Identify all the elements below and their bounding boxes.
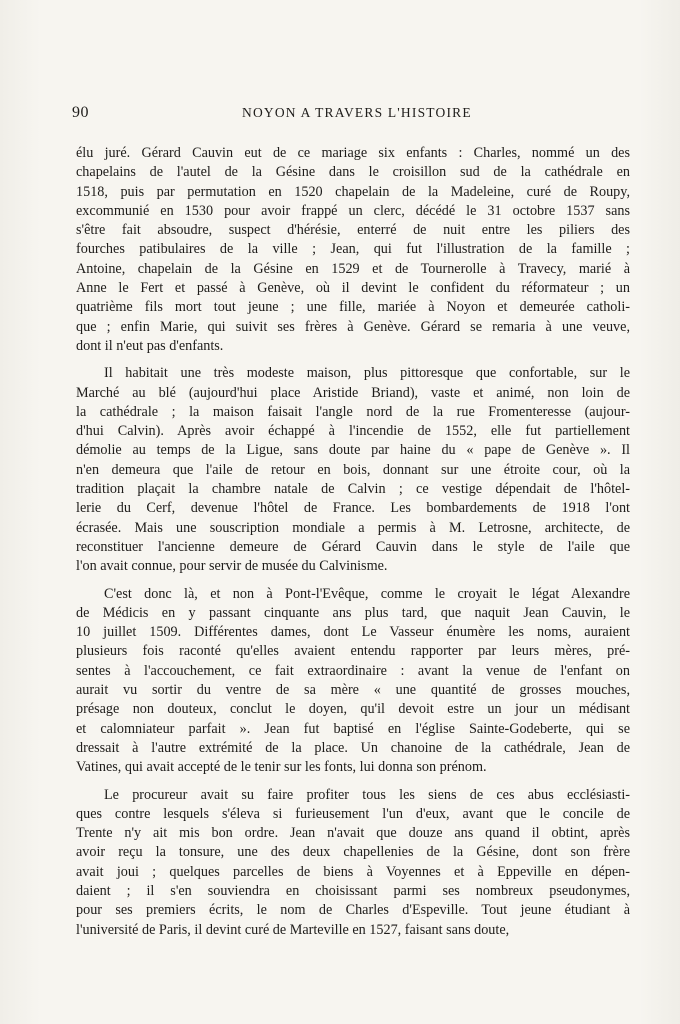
- text-line: d'hui Calvin). Après avoir échappé à l'incendie de 1552, elle fut partiellement: [76, 423, 630, 440]
- text-line: 10 juillet 1509. Différentes dames, dont Le Vasseur énumère les noms, auraient: [76, 624, 630, 641]
- text-line: avoir reçu la tonsure, une des deux chapellenies de la Gésine, dont son frère: [76, 844, 630, 861]
- text-line: Vatines, qui avait accepté de le tenir sur les fonts, lui donna son prénom.: [76, 759, 487, 776]
- text-line: ques contre lesquels s'éleva si furieusement l'un d'eux, avant que le concile de: [76, 805, 630, 822]
- text-line: que ; enfin Marie, qui suivit ses frères à Genève. Gérard se remaria à une veuve,: [76, 318, 630, 335]
- text-line: Marché au blé (aujourd'hui place Aristide Briand), vaste et animé, non loin de: [76, 384, 630, 401]
- text-line: daient ; il s'en souviendra en choisissant parmi ses nombreux pseudonymes,: [76, 882, 630, 899]
- text-line: Antoine, chapelain de la Gésine en 1529 et de Tournerolle à Travecy, marié à: [76, 260, 630, 277]
- text-line: dressait à l'autre extrémité de la place. Un chanoine de la cathédrale, Jean de: [76, 739, 630, 756]
- body-text: [76, 144, 630, 948]
- text-line: sentes à l'accouchement, ce fait extraordinaire : avant la venue de l'enfant on: [76, 662, 630, 679]
- text-line: Anne le Fert et passé à Genève, où il devint le confident du réformateur ; un: [76, 280, 630, 297]
- text-line: quatrième fils mort tout jeune ; une fille, mariée à Noyon et demeurée catholi-: [76, 299, 630, 316]
- text-line: excommunié en 1530 pour avoir frappé un clerc, décédé le 31 octobre 1537 sans: [76, 202, 630, 219]
- text-line: démolie au temps de la Ligue, sans doute par haine du « pape de Genève ». Il: [76, 442, 630, 459]
- page-number: 90: [72, 104, 89, 121]
- text-line: Le procureur avait su faire profiter tous les siens de ces abus ecclésiasti-: [104, 786, 630, 803]
- paragraph: [76, 786, 630, 940]
- text-line: de Médicis en y passant cinquante ans plus tard, que naquit Jean Cauvin, le: [76, 604, 630, 621]
- text-line: l'on avait connue, pour servir de musée du Calvinisme.: [76, 558, 388, 575]
- text-line: C'est donc là, et non à Pont-l'Evêque, comme le croyait le légat Alexandre: [104, 585, 630, 602]
- text-line: tradition plaçait la chambre natale de Calvin ; ce vestige dépendait de l'hôtel-: [76, 481, 630, 498]
- text-line: la cathédrale ; la maison faisait l'angle nord de la rue Fromenteresse (aujour-: [76, 403, 630, 420]
- text-line: Trente n'y ait mis bon ordre. Jean n'avait que douze ans quand il obtint, après: [76, 825, 630, 842]
- page-header: [72, 104, 632, 126]
- text-line: reconstituer l'ancienne demeure de Gérard Cauvin dans le style de l'aile que: [76, 538, 630, 555]
- text-line: lerie du Cerf, devenue l'hôtel de France. Les bombardements de 1918 l'ont: [76, 500, 630, 517]
- text-line: l'université de Paris, il devint curé de Marteville en 1527, faisant sans doute,: [76, 921, 510, 938]
- text-line: aurait vu sortir du ventre de sa mère « une quantité de grosses mouches,: [76, 682, 630, 699]
- text-line: fourches patibulaires de la ville ; Jean, qui fut l'illustration de la famille ;: [76, 241, 630, 258]
- text-line: s'être fait absoudre, suspect d'hérésie, enterré de nuit entre les piliers des: [76, 222, 630, 239]
- text-line: et calomniateur parfait ». Jean fut baptisé en l'église Sainte-Godeberte, qui se: [76, 720, 630, 737]
- text-line: 1518, puis par permutation en 1520 chapelain de la Madeleine, curé de Roupy,: [76, 183, 630, 200]
- text-line: n'en demeura que l'aile de retour en bois, donnant sur une étroite cour, où la: [76, 461, 630, 478]
- text-line: écrasée. Mais une souscription mondiale a permis à M. Letrosne, architecte, de: [76, 519, 630, 536]
- text-line: chapelains de l'autel de la Gésine dans le croisillon sud de la cathédrale en: [76, 164, 630, 181]
- text-line: pour ses premiers écrits, le nom de Charles d'Espeville. Tout jeune étudiant à: [76, 902, 630, 919]
- running-head: NOYON A TRAVERS L'HISTOIRE: [242, 105, 472, 120]
- paragraph: [76, 364, 630, 576]
- paragraph: [76, 144, 630, 356]
- paragraph: [76, 585, 630, 778]
- text-line: Il habitait une très modeste maison, plus pittoresque que confortable, sur le: [104, 365, 630, 382]
- text-line: plusieurs fois raconté qu'elles avaient entendu rapporter par leurs mères, pré-: [76, 643, 630, 660]
- text-line: avait joui ; quelques parcelles de biens à Voyennes et à Eppeville en dépen-: [76, 863, 630, 880]
- text-line: présage non douteux, conclut le doyen, qu'il devoit estre un jour un médisant: [76, 701, 630, 718]
- text-line: dont il n'eut pas d'enfants.: [76, 337, 224, 354]
- text-line: élu juré. Gérard Cauvin eut de ce mariage six enfants : Charles, nommé un des: [76, 145, 630, 161]
